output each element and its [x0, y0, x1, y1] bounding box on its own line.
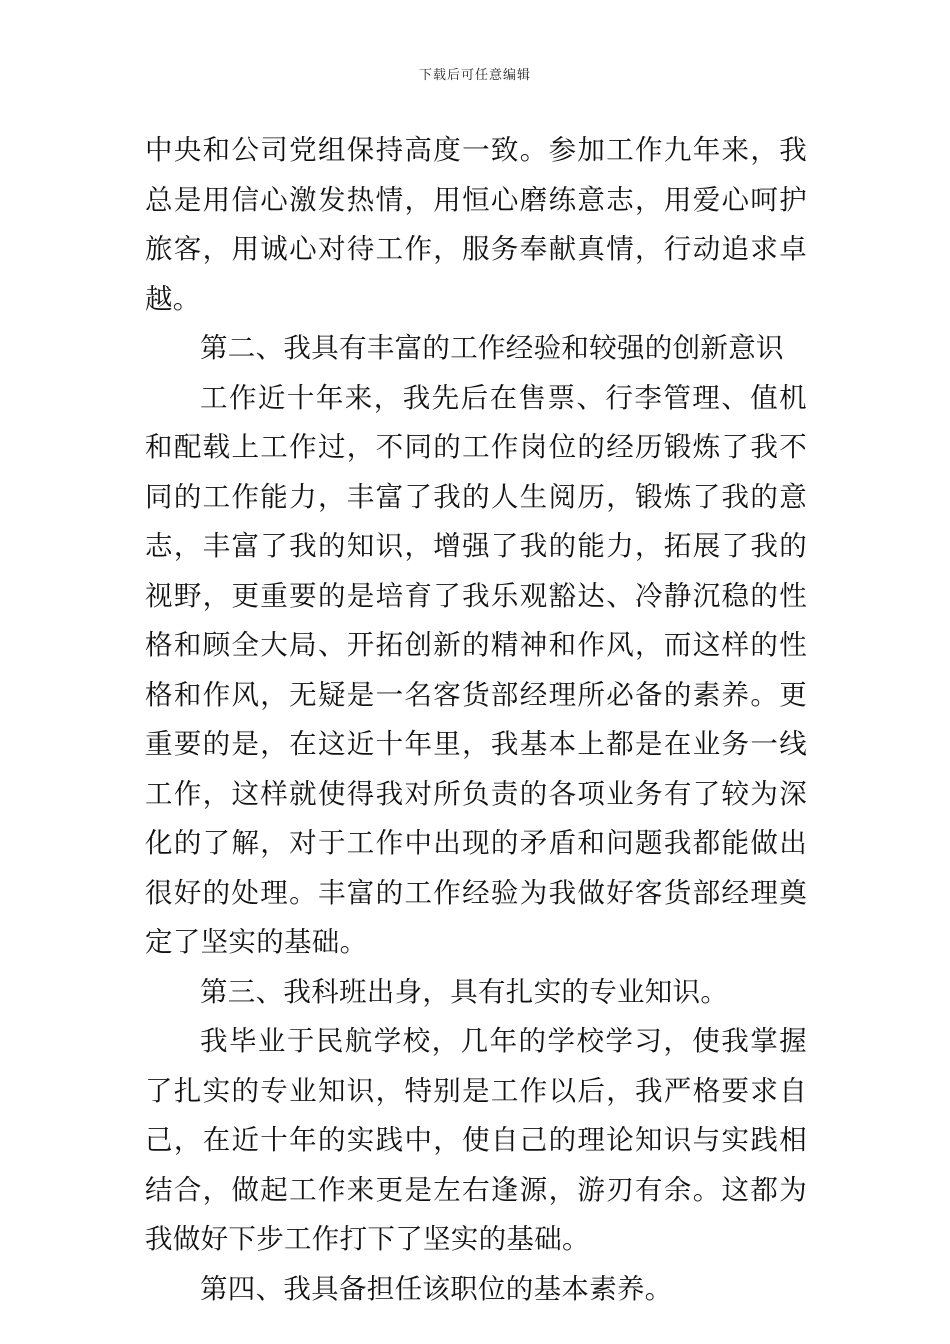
- document-body: [145, 126, 807, 1314]
- paragraph-3: 我毕业于民航学校，几年的学校学习，使我掌握了扎实的专业知识，特别是工作以后，我严格要求自己，在近十年的实践中，使自己的理论知识与实践相结合，做起工作来更是左右逢源，游刃有余。这都为我做好下步工作打下了坚实的基础。: [145, 1025, 807, 1255]
- paragraph-2: 工作近十年来，我先后在售票、行李管理、值机和配载上工作过，不同的工作岗位的经历锻炼了我不同的工作能力，丰富了我的人生阅历，锻炼了我的意志，丰富了我的知识，增强了我的能力，拓展了我的视野，更重要的是培育了我乐观豁达、冷静沉稳的性格和顾全大局、开拓创新的精神和作风，而这样的性格和作风，无疑是一名客货部经理所必备的素养。更重要的是，在这近十年里，我基本上都是在业务一线工作，这样就使得我对所负责的各项业务有了较为深化的了解，对于工作中出现的矛盾和问题我都能做出很好的处理。丰富的工作经验为我做好客货部经理奠定了坚实的基础。: [145, 381, 807, 958]
- paragraph-1: 中央和公司党组保持高度一致。参加工作九年来，我总是用信心激发热情，用恒心磨练意志，用爱心呵护旅客，用诚心对待工作，服务奉献真情，行动追求卓越。: [145, 134, 807, 315]
- page-header: 下载后可任意编辑: [418, 68, 531, 83]
- section-heading-2: 第二、我具有丰富的工作经验和较强的创新意识: [200, 332, 784, 364]
- section-heading-4: 第四、我具备担任该职位的基本素养。: [200, 1272, 673, 1305]
- section-heading-3: 第三、我科班出身，具有扎实的专业知识。: [200, 975, 729, 1008]
